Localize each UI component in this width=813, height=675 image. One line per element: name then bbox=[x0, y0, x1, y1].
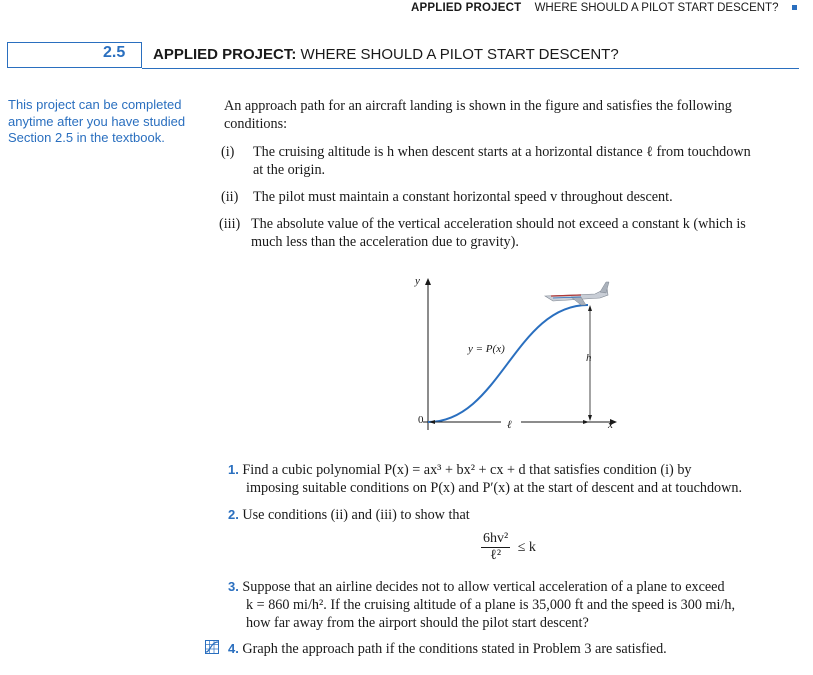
condition-ii bbox=[221, 188, 801, 206]
graphing-calculator-icon bbox=[205, 640, 219, 654]
problem-text: Find a cubic polynomial P(x) = ax³ + bx² + cx + d that satisfies condition (i) by bbox=[242, 462, 692, 478]
condition-iii bbox=[219, 215, 801, 251]
condition-i bbox=[221, 143, 801, 179]
inequality bbox=[481, 531, 536, 564]
title-rule bbox=[142, 68, 799, 69]
running-header-title: WHERE SHOULD A PILOT START DESCENT? bbox=[534, 2, 779, 14]
margin-note: This project can be completed anytime after you have studied Section 2.5 in the textbook. bbox=[8, 97, 186, 145]
problem-number: 1. bbox=[228, 462, 239, 477]
problem-number: 2. bbox=[228, 507, 239, 522]
distance-arrow-right-icon bbox=[583, 420, 589, 424]
condition-label: (i) bbox=[221, 144, 235, 160]
intro-line-2: conditions: bbox=[224, 116, 288, 132]
height-arrow-bottom-icon bbox=[588, 415, 592, 421]
problem-text: Graph the approach path if the conditions stated in Problem 3 are satisfied. bbox=[242, 641, 667, 657]
problem-4 bbox=[228, 640, 798, 658]
origin-label: 0 bbox=[418, 414, 424, 426]
condition-text-cont: much less than the acceleration due to gravity). bbox=[251, 234, 519, 250]
distance-arrow-left-icon bbox=[429, 420, 435, 424]
problem-text-cont: imposing suitable conditions on P(x) and P′(x) at the start of descent and at touchdown. bbox=[246, 480, 743, 496]
problem-2 bbox=[228, 506, 798, 524]
height-label: h bbox=[586, 352, 592, 364]
inequality-denominator: ℓ² bbox=[481, 547, 510, 564]
intro-line-1: An approach path for an aircraft landing is shown in the figure and satisfies the following bbox=[224, 98, 732, 114]
condition-text: The cruising altitude is h when descent starts at a horizontal distance ℓ from touchdown bbox=[253, 144, 751, 160]
problem-text-cont: how far away from the airport should the pilot start descent? bbox=[246, 615, 589, 631]
running-header bbox=[411, 2, 811, 14]
section-number: 2.5 bbox=[103, 44, 126, 61]
curve-label: y = P(x) bbox=[468, 343, 505, 355]
inequality-relation: ≤ k bbox=[517, 539, 536, 555]
inequality-numerator: 6hv² bbox=[483, 531, 509, 546]
approach-path-figure bbox=[395, 270, 635, 440]
page-title bbox=[153, 46, 619, 63]
problem-number: 4. bbox=[228, 641, 239, 656]
problem-3 bbox=[228, 578, 798, 632]
page-title-label: APPLIED PROJECT: bbox=[153, 46, 297, 63]
page-title-text: WHERE SHOULD A PILOT START DESCENT? bbox=[300, 46, 619, 63]
problem-number: 3. bbox=[228, 579, 239, 594]
condition-text: The absolute value of the vertical acceleration should not exceed a constant k (which is bbox=[251, 216, 746, 232]
condition-text-cont: at the origin. bbox=[253, 162, 326, 178]
problem-text: Use conditions (ii) and (iii) to show that bbox=[242, 507, 470, 523]
approach-curve bbox=[428, 305, 588, 422]
condition-text: The pilot must maintain a constant horizontal speed v throughout descent. bbox=[253, 189, 673, 205]
condition-label: (ii) bbox=[221, 189, 239, 205]
height-arrow-top-icon bbox=[588, 305, 592, 311]
running-header-label: APPLIED PROJECT bbox=[411, 2, 522, 14]
condition-label: (iii) bbox=[219, 216, 241, 232]
problem-text-cont: k = 860 mi/h². If the cruising altitude of a plane is 35,000 ft and the speed is 300 mi/h, bbox=[246, 597, 736, 613]
y-axis-arrow-icon bbox=[425, 278, 431, 285]
intro-paragraph bbox=[224, 97, 794, 133]
x-axis-label: x bbox=[608, 419, 613, 431]
problem-1 bbox=[228, 461, 798, 497]
y-axis-label: y bbox=[415, 275, 420, 287]
problem-text: Suppose that an airline decides not to allow vertical acceleration of a plane to exceed bbox=[242, 579, 725, 595]
blue-square-icon bbox=[792, 5, 797, 10]
distance-label: ℓ bbox=[507, 419, 512, 431]
airplane-icon bbox=[545, 282, 609, 305]
